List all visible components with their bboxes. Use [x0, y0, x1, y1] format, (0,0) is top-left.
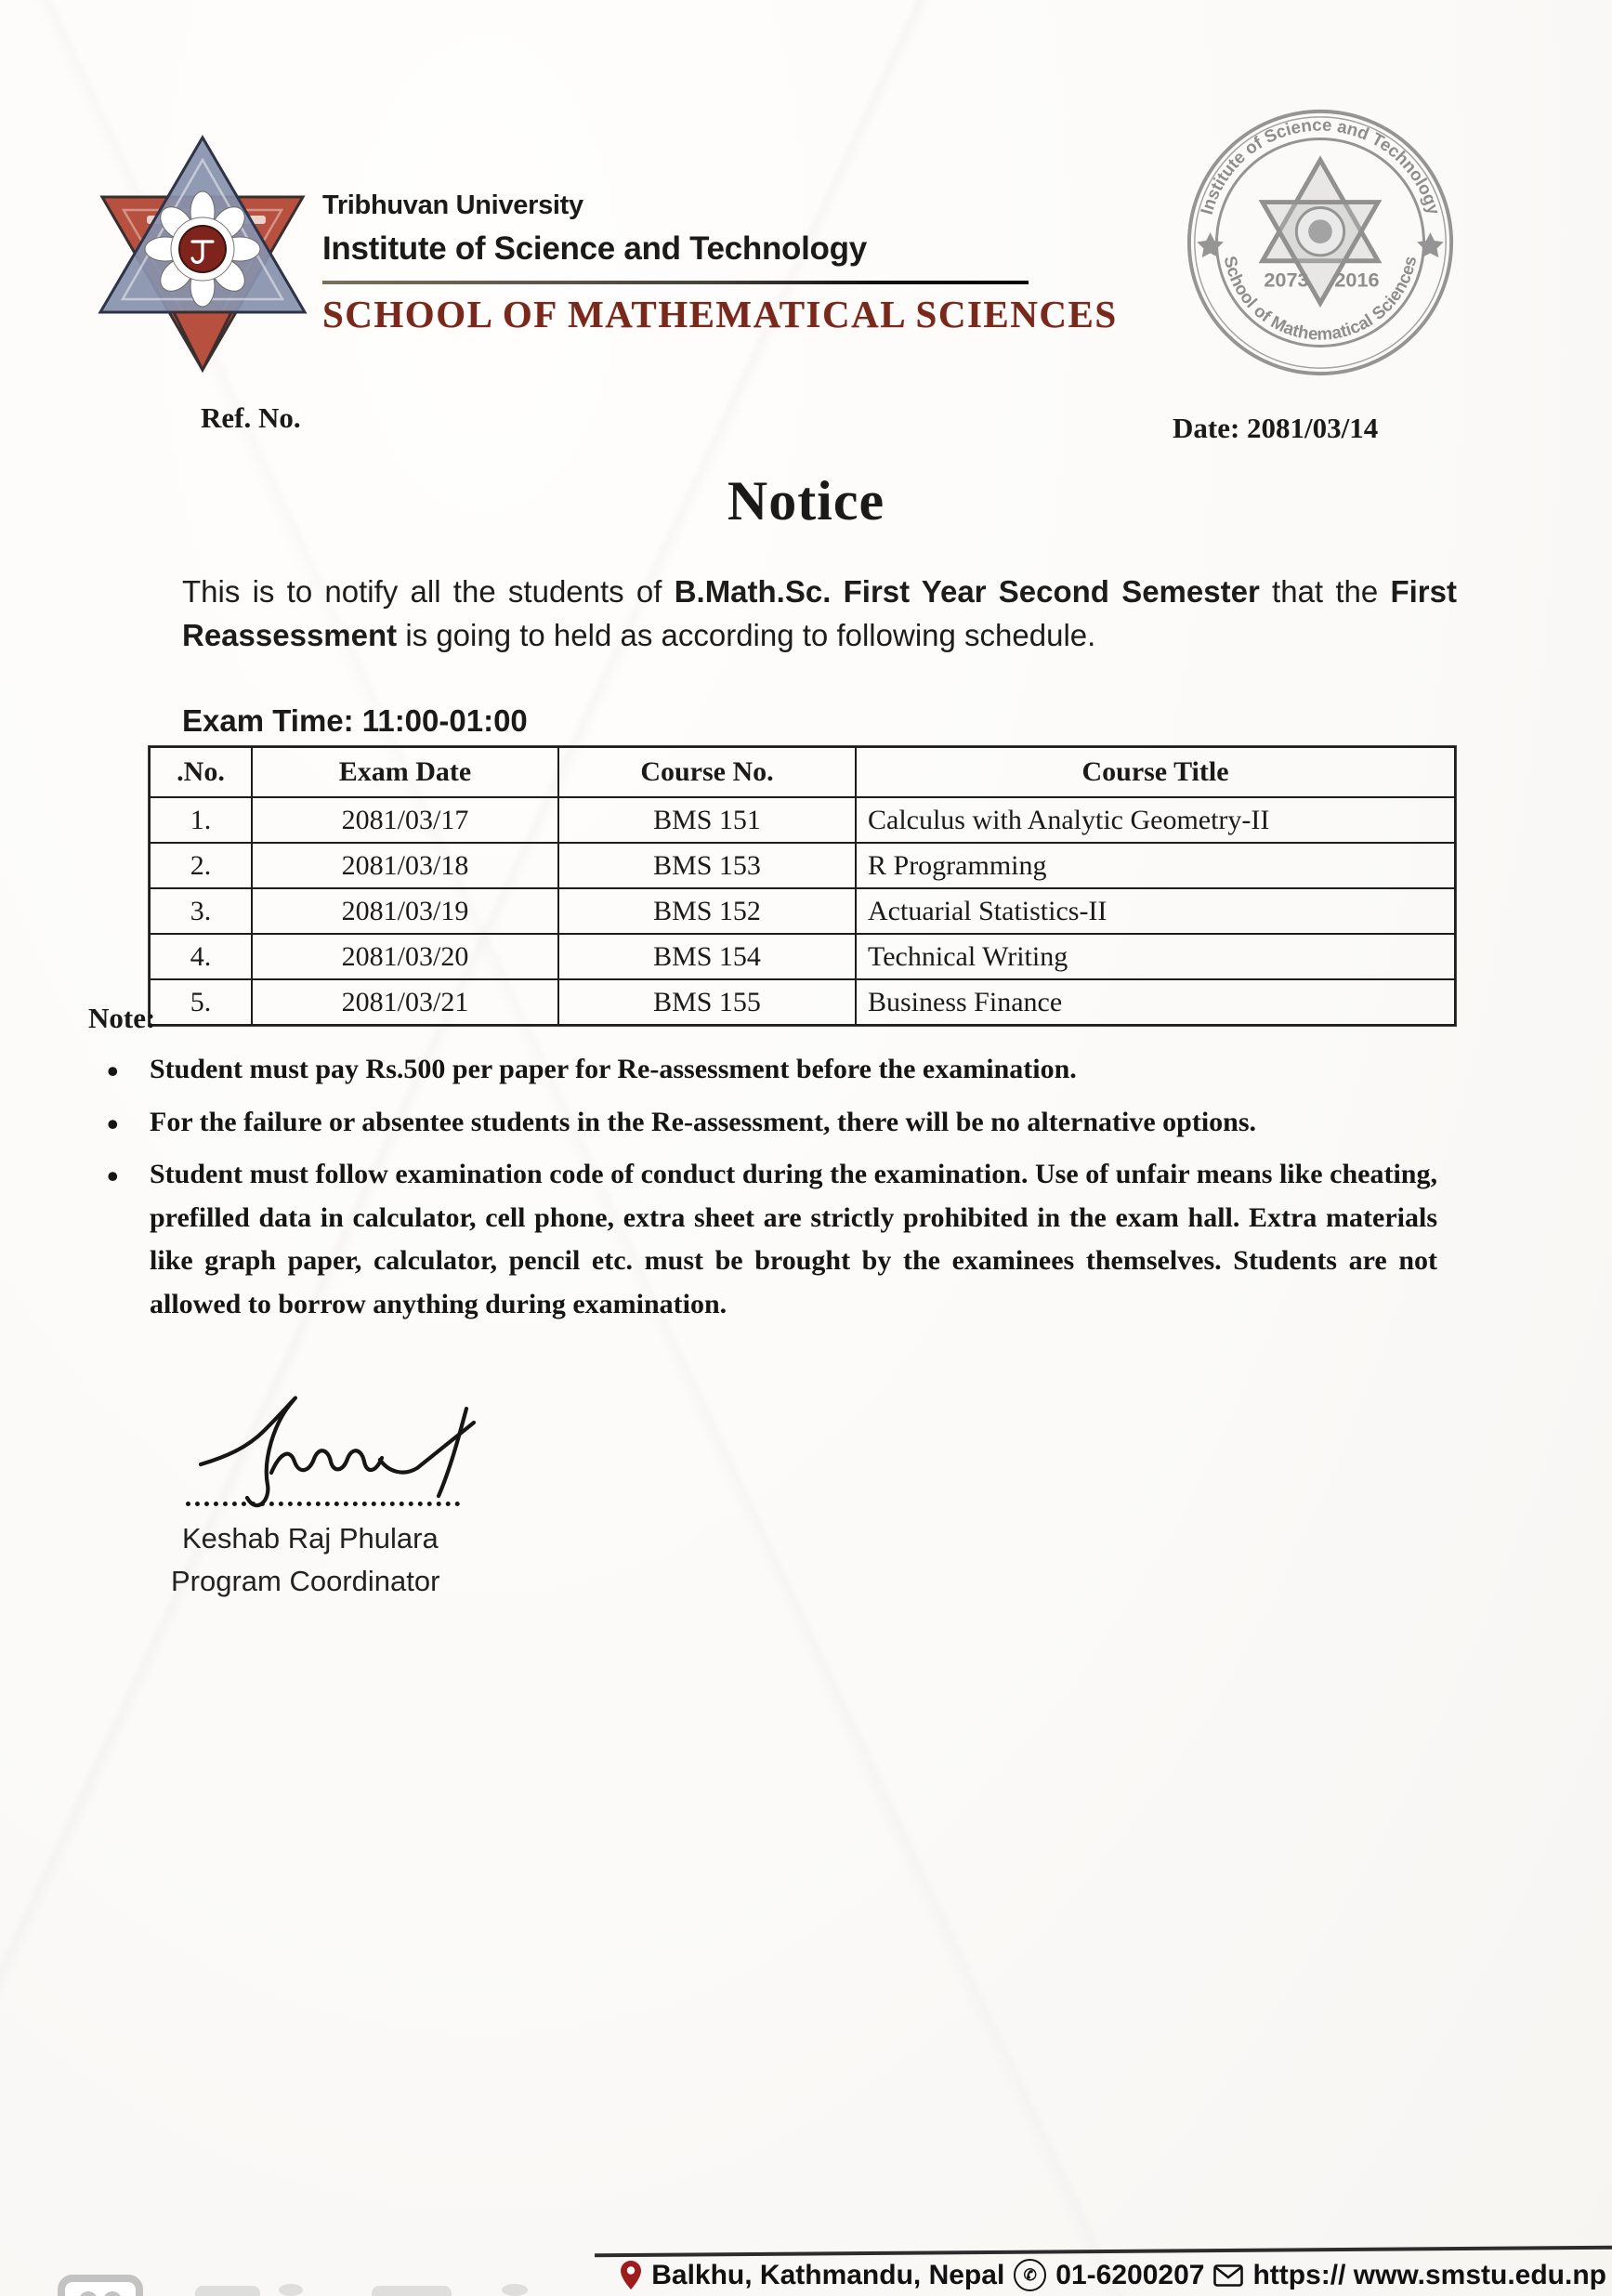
table-row: [150, 797, 1455, 843]
note-item: • Student must pay Rs.500 per paper for Re-assessment before the examination.: [150, 1048, 1437, 1092]
note-item: • For the failure or absentee students in the Re-assessment, there will be no alternative options.: [150, 1101, 1437, 1145]
watermark-partial-letter: [279, 2284, 303, 2296]
cell-exam-date: 2081/03/21: [252, 979, 558, 1025]
cell-course-title: Technical Writing: [856, 934, 1455, 979]
cell-exam-date: 2081/03/19: [252, 888, 558, 934]
seal-arc-bottom: School of Mathematical Sciences: [1220, 254, 1421, 344]
footer-address: Balkhu, Kathmandu, Nepal: [651, 2259, 1005, 2290]
cell-course-no: BMS 151: [558, 797, 856, 843]
cell-exam-date: 2081/03/18: [252, 843, 558, 888]
signatory-name: Keshab Raj Phulara: [182, 1522, 439, 1555]
footer-website: https:// www.smstu.edu.np: [1252, 2259, 1606, 2290]
cell-exam-date: 2081/03/17: [252, 797, 558, 843]
cell-no: 4.: [150, 934, 252, 979]
header-divider: [322, 281, 1029, 284]
school-name: SCHOOL OF MATHEMATICAL SCIENCES: [322, 293, 1118, 335]
table-header-row: [150, 747, 1455, 797]
notes-list: [88, 1048, 1437, 1326]
cell-no: 5.: [150, 979, 252, 1025]
school-seal-stamp: [1183, 105, 1458, 380]
cell-course-no: BMS 153: [558, 843, 856, 888]
cell-course-no: BMS 152: [558, 888, 856, 934]
cell-course-title: R Programming: [856, 843, 1455, 888]
signatory-role: Program Coordinator: [171, 1565, 440, 1597]
university-name: Tribhuvan University: [322, 190, 583, 220]
phone-circle-icon: ✆: [1014, 2259, 1046, 2291]
intro-seg5: is going to held as according to following schedule.: [397, 617, 1096, 652]
exam-schedule-table: [149, 746, 1456, 1026]
col-header-course-title: Course Title: [856, 747, 1455, 797]
date-label: Date: 2081/03/14: [1173, 412, 1379, 444]
tribhuvan-university-emblem: [89, 130, 316, 383]
cell-course-title: Actuarial Statistics-II: [856, 888, 1455, 934]
cell-no: 1.: [150, 797, 252, 843]
notes-label: Note:: [88, 1002, 156, 1034]
scanner-watermark-icon: [58, 2275, 143, 2296]
institute-name: Institute of Science and Technology: [322, 230, 867, 267]
footer-phone: 01-6200207: [1055, 2259, 1205, 2290]
notice-intro-paragraph: [182, 571, 1457, 658]
cell-no: 3.: [150, 888, 252, 934]
envelope-icon: [1213, 2264, 1243, 2287]
ref-no-label: Ref. No.: [201, 401, 301, 434]
col-header-course-no: Course No.: [558, 747, 856, 797]
cell-course-no: BMS 155: [558, 979, 856, 1025]
seal-year-right: 2016: [1334, 268, 1380, 292]
seal-year-left: 2073: [1264, 268, 1309, 292]
cell-course-no: BMS 154: [558, 934, 856, 979]
notes-section: [88, 1002, 1437, 1335]
signature-dotted-line: [186, 1502, 460, 1506]
watermark-partial-letter: [372, 2286, 452, 2296]
cell-course-title: Calculus with Analytic Geometry-II: [856, 797, 1455, 843]
table-row: [150, 934, 1455, 979]
footer-contact-bar: [620, 2259, 1606, 2291]
watermark-partial-letter: [195, 2286, 260, 2296]
note-item: • Student must follow examination code of conduct during the examination. Use of unfair means like cheating, prefilled data in calculator, cell phone, extra sheet are strictly prohibited in the exam hall. Extra materials like graph paper, calculator, pencil etc. must be brought by the examinees themselves. Students are not allowed to borrow anything during examination.: [150, 1153, 1437, 1326]
footer-divider: [595, 2246, 1612, 2257]
page-title: Notice: [727, 470, 885, 531]
cell-course-title: Business Finance: [856, 979, 1455, 1025]
cell-no: 2.: [150, 843, 252, 888]
exam-time-label: Exam Time: 11:00-01:00: [182, 703, 528, 738]
seal-arc-top: Institute of Science and Technology: [1196, 114, 1445, 217]
watermark-partial-letter: [502, 2284, 528, 2296]
intro-seg1: This is to notify all the students of: [182, 574, 675, 609]
col-header-exam-date: Exam Date: [252, 747, 558, 797]
intro-seg3: that the: [1259, 574, 1391, 609]
intro-reassessment-bold: First Reassessment: [182, 574, 1457, 652]
table-row: [150, 888, 1455, 934]
location-pin-icon: [620, 2260, 642, 2290]
cell-exam-date: 2081/03/20: [252, 934, 558, 979]
col-header-no: .No.: [150, 747, 252, 797]
intro-program-bold: B.Math.Sc. First Year Second Semester: [674, 574, 1260, 609]
table-row: [150, 843, 1455, 888]
